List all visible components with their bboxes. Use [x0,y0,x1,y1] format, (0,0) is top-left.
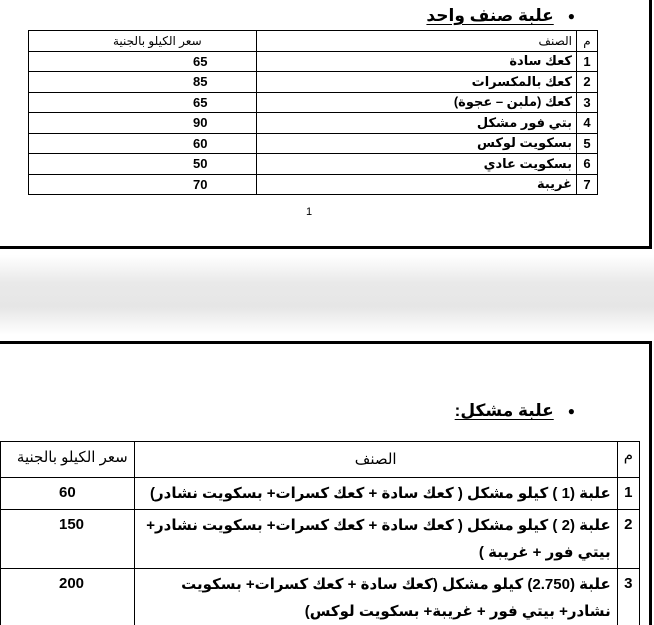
table-row [1,510,640,569]
row-num: 3 [577,92,598,113]
table-row [29,174,598,195]
row-num: 2 [577,72,598,93]
row-num: 2 [617,510,639,569]
header-item: الصنف [134,442,617,478]
row-item: كعك سادة [257,51,577,72]
row-price: 85 [29,72,257,93]
row-price: 200 [1,569,135,625]
row-num: 4 [577,113,598,134]
row-price: 50 [29,154,257,175]
row-num: 6 [577,154,598,175]
table-row [29,113,598,134]
row-item: كعك بالمكسرات [257,72,577,93]
section-heading-single-type [426,6,575,26]
row-num: 1 [617,478,639,510]
bullet-icon: ● [567,9,575,23]
single-type-price-table [28,30,598,195]
row-num: 3 [617,569,639,625]
row-price: 65 [29,92,257,113]
table-header-row [29,31,598,52]
row-price: 70 [29,174,257,195]
table-row [29,92,598,113]
section-heading-text: علبة صنف واحد [426,6,554,25]
table-row [29,133,598,154]
document-page-1 [0,0,652,249]
row-item: كعك (ملبن – عجوة) [257,92,577,113]
bullet-icon: ● [567,404,575,418]
row-num: 7 [577,174,598,195]
row-item: علبة (2.750) كيلو مشكل (كعك سادة + كعك كسرات+ بسكويت نشادر+ بيتي فور + غريبة+ بسكويت لوكس) [134,569,617,625]
header-price: سعر الكيلو بالجنية [1,442,135,478]
row-item: علبة (1 ) كيلو مشكل ( كعك سادة + كعك كسرات+ بسكويت نشادر) [134,478,617,510]
mixed-box-price-table [0,441,640,625]
table-row [1,478,640,510]
table-row [29,51,598,72]
table-row [1,569,640,625]
page-gap [0,255,654,335]
row-item: بتي فور مشكل [257,113,577,134]
row-price: 65 [29,51,257,72]
section-heading-mixed [455,401,575,421]
header-price: سعر الكيلو بالجنية [29,31,257,52]
row-item: بسكويت لوكس [257,133,577,154]
header-num: م [617,442,639,478]
page-number: 1 [306,206,313,218]
section-heading-text: علبة مشكل: [454,401,554,420]
row-item: غريبة [257,174,577,195]
header-item: الصنف [257,31,577,52]
document-page-2 [0,341,652,625]
row-price: 60 [1,478,135,510]
row-price: 90 [29,113,257,134]
header-num: م [577,31,598,52]
row-item: علبة (2 ) كيلو مشكل ( كعك سادة + كعك كسرات+ بسكويت نشادر+ بيتي فور + غريبة ) [134,510,617,569]
row-num: 1 [577,51,598,72]
table-row [29,72,598,93]
row-item: بسكويت عادي [257,154,577,175]
row-price: 150 [1,510,135,569]
table-row [29,154,598,175]
table-header-row [1,442,640,478]
row-num: 5 [577,133,598,154]
row-price: 60 [29,133,257,154]
